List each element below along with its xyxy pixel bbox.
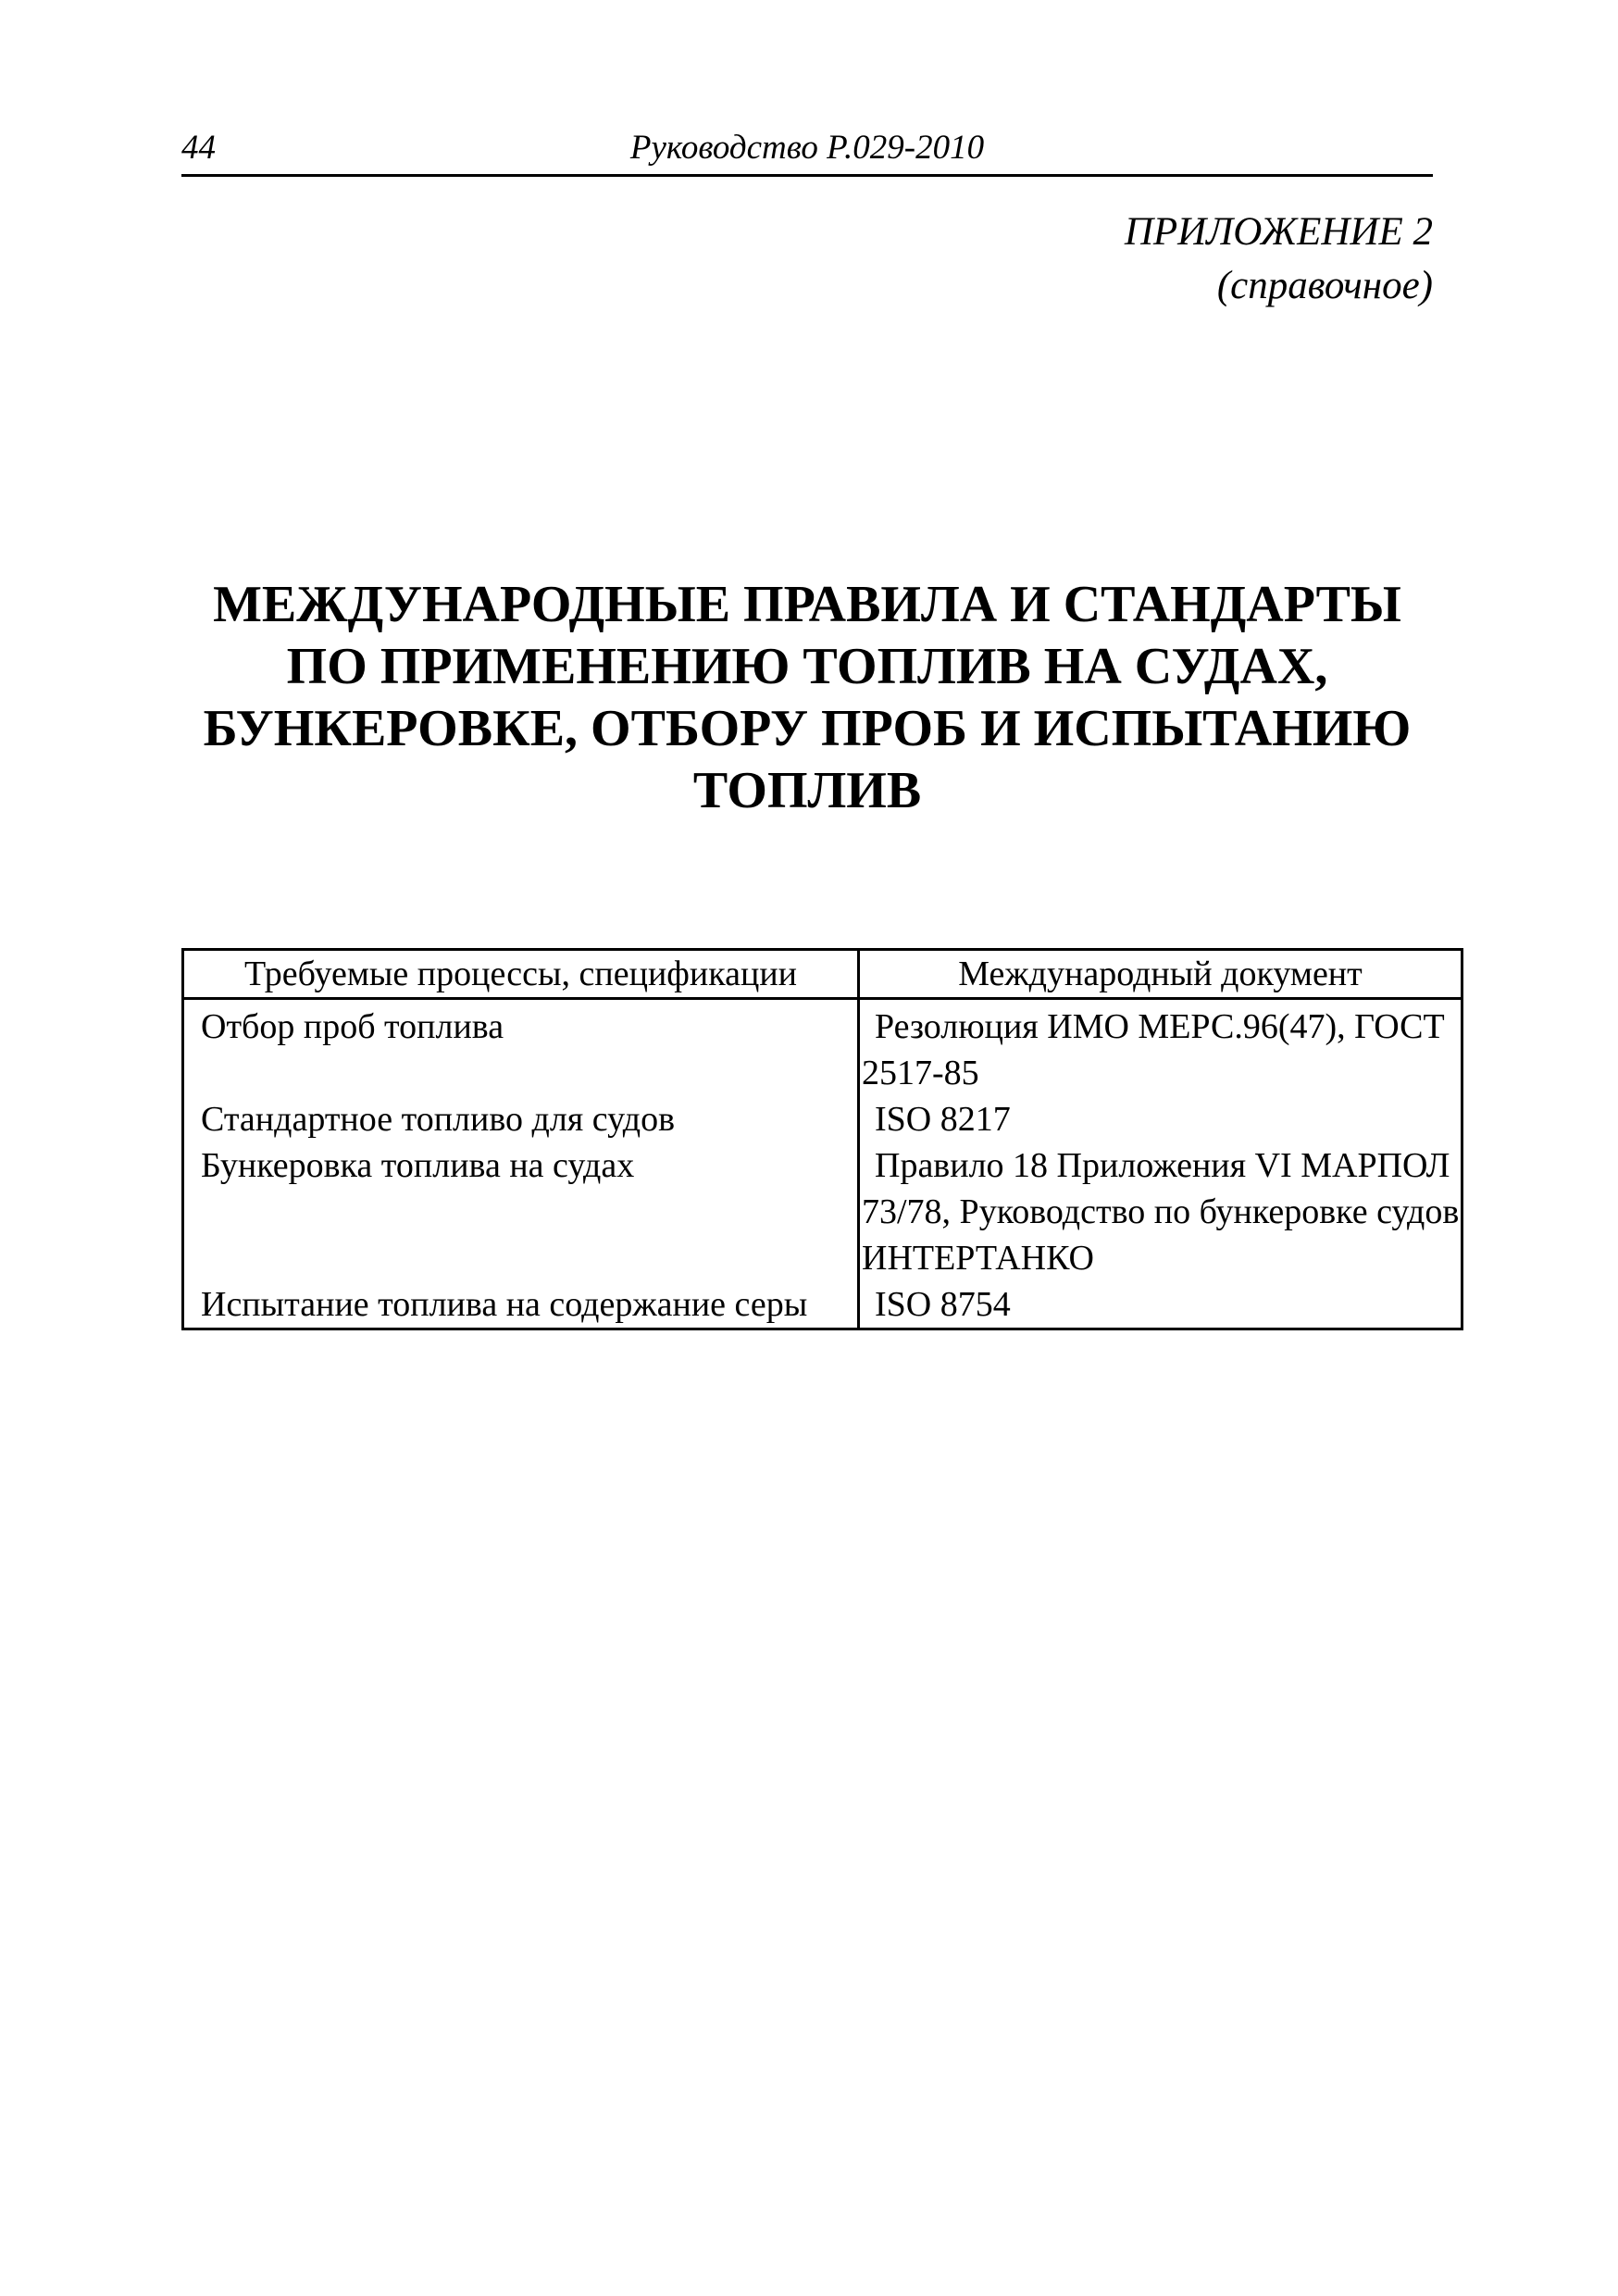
standards-table xyxy=(181,948,1463,1330)
document-reference: Руководство Р.029-2010 xyxy=(629,129,985,167)
process-entry: Испытание топлива на содержание серы xyxy=(201,1285,808,1324)
title-line: МЕЖДУНАРОДНЫЕ ПРАВИЛА И СТАНДАРТЫ xyxy=(213,576,1401,633)
title-line: БУНКЕРОВКЕ, ОТБОРУ ПРОБ И ИСПЫТАНИЮ xyxy=(203,700,1412,757)
column-header-documents: Международный документ xyxy=(859,950,1462,999)
table-row xyxy=(183,999,1462,1329)
process-entry: Бункеровка топлива на судах xyxy=(201,1146,635,1185)
appendix-number: ПРИЛОЖЕНИЕ 2 xyxy=(1124,210,1433,254)
page-number: 44 xyxy=(181,129,216,167)
appendix-kind: (справочное) xyxy=(1216,264,1433,307)
document-entry: ISO 8754 xyxy=(875,1285,1011,1324)
table-header-row xyxy=(183,950,1462,999)
process-entry: Отбор проб топлива xyxy=(201,1007,504,1046)
processes-cell xyxy=(183,999,859,1329)
document-entry: Резолюция ИМО МЕРС.96(47), ГОСТ 2517-85 xyxy=(862,1007,1445,1092)
running-header xyxy=(181,130,1433,177)
document-entry: ISO 8217 xyxy=(875,1100,1011,1139)
documents-cell xyxy=(859,999,1462,1329)
appendix-label xyxy=(1125,206,1433,313)
title-line: ТОПЛИВ xyxy=(692,762,922,819)
document-entry: Правило 18 Приложения VI МАРПОЛ 73/78, Руководство по бункеровке судов ИНТЕРТАНКО xyxy=(862,1146,1460,1278)
process-entry: Стандартное топливо для судов xyxy=(201,1100,676,1139)
title-line: ПО ПРИМЕНЕНИЮ ТОПЛИВ НА СУДАХ, xyxy=(286,638,1328,695)
column-header-processes: Требуемые процессы, спецификации xyxy=(183,950,859,999)
page-title xyxy=(181,574,1433,822)
